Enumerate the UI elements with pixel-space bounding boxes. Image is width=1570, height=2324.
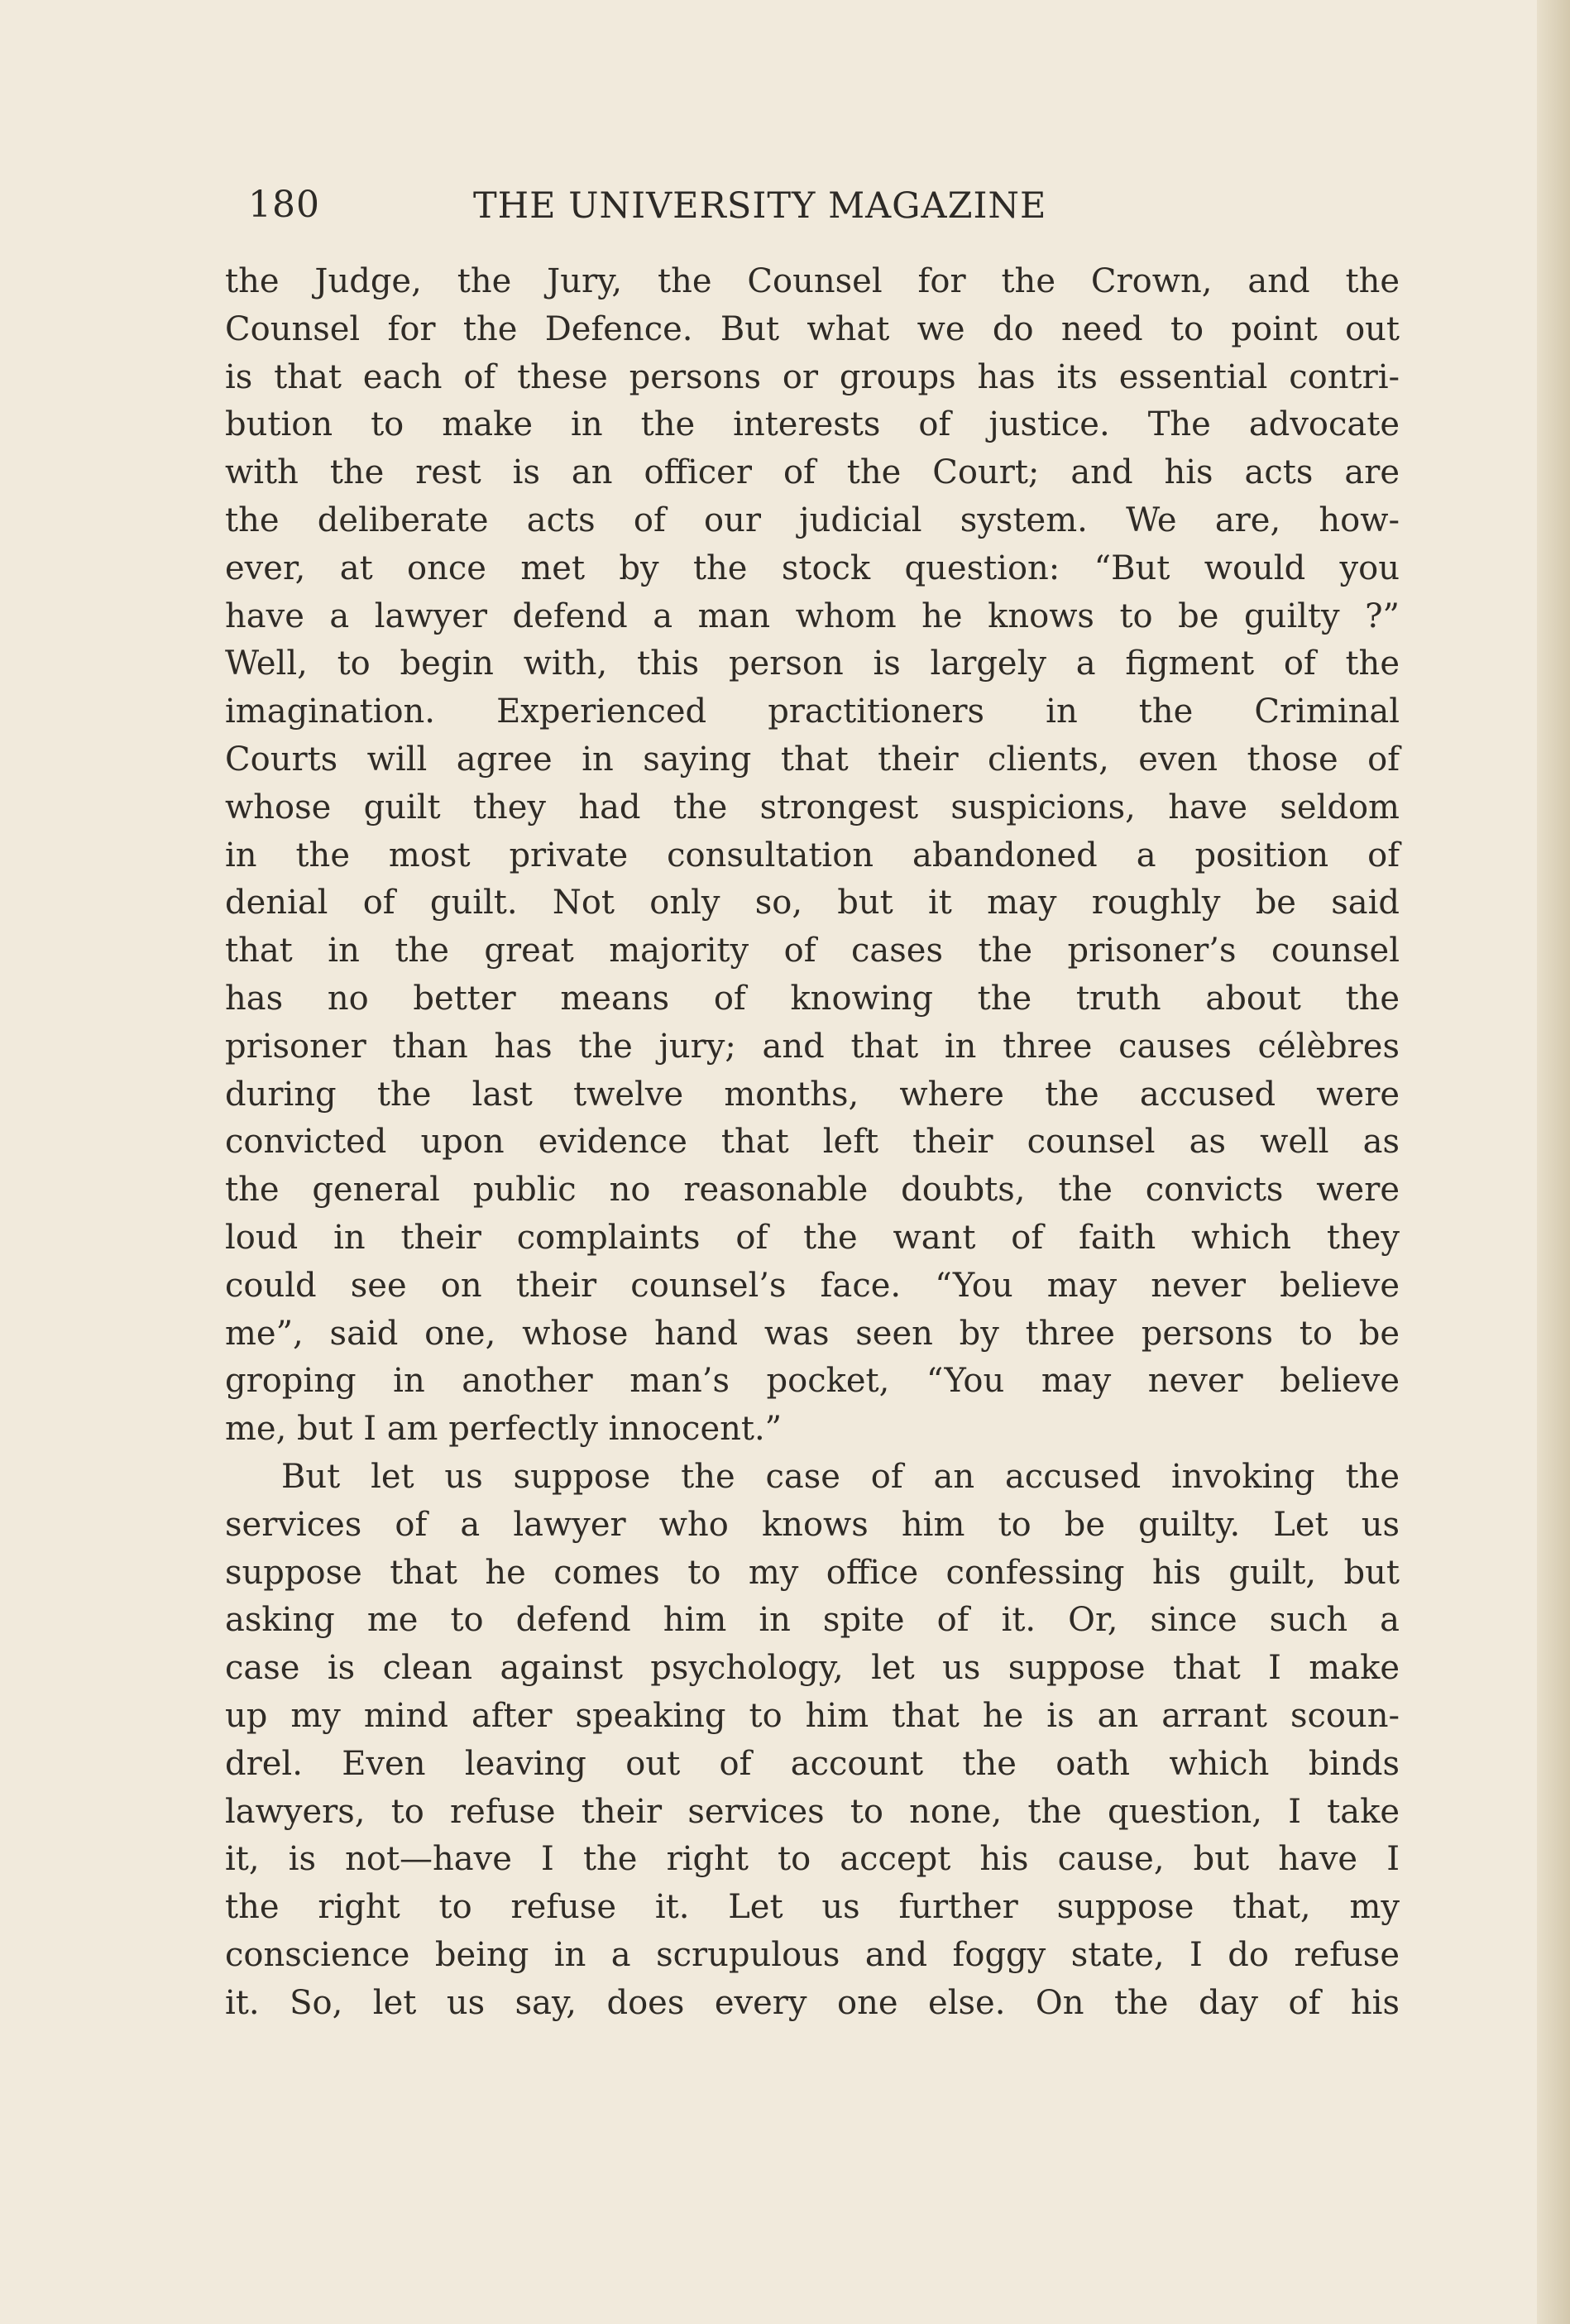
text-line: asking me to defend him in spite of it. Or, since such a	[225, 1601, 1400, 1640]
text-line: suppose that he comes to my office confessing his guilt, but	[225, 1553, 1400, 1592]
text-line: bution to make in the interests of justice. The advocate	[225, 405, 1400, 444]
text-line: the deliberate acts of our judicial system. We are, how-	[225, 501, 1400, 539]
text-line: convicted upon evidence that left their counsel as well as	[225, 1123, 1400, 1162]
text-line: ever, at once met by the stock question: “But would you	[225, 549, 1400, 587]
text-line: conscience being in a scrupulous and foggy state, I do refuse	[225, 1935, 1400, 1974]
text-line: denial of guilt. Not only so, but it may roughly be said	[225, 884, 1400, 922]
text-line: case is clean against psychology, let us suppose that I make	[225, 1649, 1400, 1688]
text-line: with the rest is an officer of the Court; and his acts are	[225, 453, 1400, 492]
text-line: it. So, let us say, does every one else. On the day of his	[225, 1983, 1400, 2022]
text-line: it, is not—have I the right to accept his cause, but have I	[225, 1840, 1400, 1879]
text-line: the general public no reasonable doubts, the convicts were	[225, 1171, 1400, 1210]
body-text	[225, 258, 1400, 2027]
page-edge-shadow	[1537, 0, 1570, 2324]
text-line: Courts will agree in saying that their clients, even those of	[225, 740, 1400, 779]
text-line: that in the great majority of cases the prisoner’s counsel	[225, 932, 1400, 970]
page-number: 180	[248, 184, 320, 226]
text-line: prisoner than has the jury; and that in three causes célèbres	[225, 1027, 1400, 1066]
text-line: in the most private consultation abandoned a position of	[225, 836, 1400, 874]
text-line: services of a lawyer who knows him to be guilty. Let us	[225, 1505, 1400, 1544]
paragraph-start-line: But let us suppose the case of an accused invoking the	[281, 1457, 1400, 1496]
text-line: up my mind after speaking to him that he is an arrant scoun-	[225, 1696, 1400, 1735]
text-line: groping in another man’s pocket, “You may never believe	[225, 1362, 1400, 1401]
text-line: whose guilt they had the strongest suspicions, have seldom	[225, 788, 1400, 827]
text-line: is that each of these persons or groups has its essential contri-	[225, 357, 1400, 396]
paragraph-end-line: me, but I am perfectly innocent.”	[225, 1410, 783, 1449]
text-line: has no better means of knowing the truth about the	[225, 979, 1400, 1018]
magazine-title: THE UNIVERSITY MAGAZINE	[473, 185, 1047, 227]
text-line: the right to refuse it. Let us further suppose that, my	[225, 1888, 1400, 1927]
text-line: me”, said one, whose hand was seen by three persons to be	[225, 1314, 1400, 1353]
running-head	[248, 184, 1390, 242]
text-line: during the last twelve months, where the accused were	[225, 1075, 1400, 1114]
text-line: Counsel for the Defence. But what we do need to point out	[225, 309, 1400, 348]
text-line: could see on their counsel’s face. “You may never believe	[225, 1266, 1400, 1305]
text-line: imagination. Experienced practitioners in the Criminal	[225, 692, 1400, 731]
text-line: have a lawyer defend a man whom he knows to be guilty ?”	[225, 597, 1400, 635]
text-line: drel. Even leaving out of account the oath which binds	[225, 1744, 1400, 1783]
text-line: Well, to begin with, this person is largely a figment of the	[225, 644, 1400, 683]
text-line: lawyers, to refuse their services to none, the question, I take	[225, 1792, 1400, 1831]
text-line: the Judge, the Jury, the Counsel for the Crown, and the	[225, 262, 1400, 300]
text-line: loud in their complaints of the want of faith which they	[225, 1218, 1400, 1257]
